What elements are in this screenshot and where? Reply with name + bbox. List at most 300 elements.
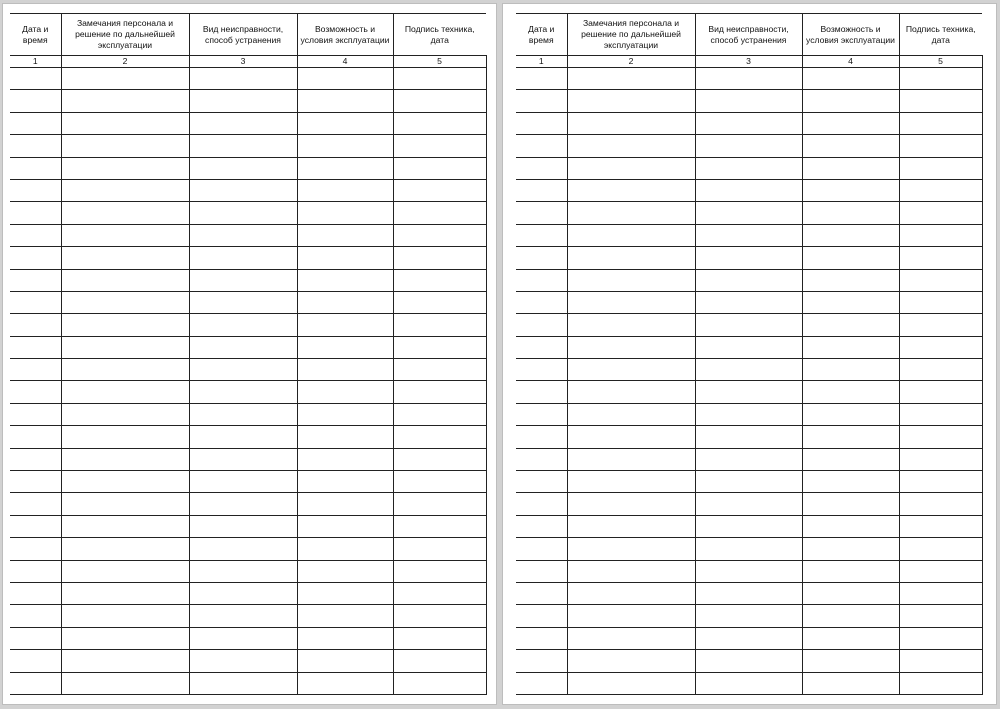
log-cell [516,314,567,336]
log-cell [567,224,695,246]
log-cell [695,224,802,246]
log-cell [393,247,486,269]
column-number: 3 [695,56,802,68]
log-cell [567,157,695,179]
log-cell [61,314,189,336]
header-staff-remarks: Замечания персонала и решение по дальнейшей эксплуатации [61,14,189,56]
log-cell [393,179,486,201]
log-cell [802,515,899,537]
log-cell [393,359,486,381]
table-row [10,426,486,448]
log-cell [567,471,695,493]
log-cell [516,582,567,604]
log-cell [10,471,61,493]
table-row [516,582,982,604]
log-cell [61,471,189,493]
log-cell [802,381,899,403]
column-number: 5 [393,56,486,68]
log-cell [802,179,899,201]
log-body [516,56,982,695]
log-cell [61,112,189,134]
table-row [516,627,982,649]
table-row [10,359,486,381]
log-cell [189,560,297,582]
log-cell [61,291,189,313]
log-cell [899,314,982,336]
column-number-row [516,56,982,68]
log-cell [695,672,802,694]
log-cell [802,650,899,672]
log-cell [567,515,695,537]
log-cell [297,247,393,269]
table-row [10,627,486,649]
header-staff-remarks: Замечания персонала и решение по дальнейшей эксплуатации [567,14,695,56]
log-cell [10,112,61,134]
log-cell [802,359,899,381]
table-row [10,68,486,90]
log-cell [802,672,899,694]
maintenance-log-table-left [10,13,487,695]
header-date-time: Дата и время [10,14,61,56]
log-cell [393,493,486,515]
log-cell [10,90,61,112]
log-cell [393,135,486,157]
log-cell [899,135,982,157]
log-cell [61,538,189,560]
table-row [516,202,982,224]
log-cell [695,448,802,470]
log-cell [10,269,61,291]
log-cell [297,650,393,672]
header-fault-type: Вид неисправности, способ устранения [189,14,297,56]
log-cell [695,403,802,425]
table-row [516,672,982,694]
log-cell [516,627,567,649]
log-cell [567,381,695,403]
header-operation-conditions: Возможность и условия эксплуатации [297,14,393,56]
log-cell [516,403,567,425]
log-cell [567,359,695,381]
log-cell [695,336,802,358]
log-cell [10,157,61,179]
log-cell [802,426,899,448]
log-cell [393,403,486,425]
log-cell [10,448,61,470]
log-cell [393,381,486,403]
table-row [516,538,982,560]
log-cell [899,582,982,604]
log-cell [802,269,899,291]
log-cell [61,560,189,582]
log-cell [899,605,982,627]
log-cell [297,291,393,313]
table-row [10,650,486,672]
log-cell [516,224,567,246]
log-cell [567,135,695,157]
log-cell [61,426,189,448]
log-cell [189,493,297,515]
log-cell [695,627,802,649]
column-number: 2 [61,56,189,68]
table-row [10,560,486,582]
table-row [516,247,982,269]
log-cell [189,605,297,627]
log-cell [393,471,486,493]
log-cell [189,224,297,246]
log-cell [297,560,393,582]
log-body [10,56,486,695]
maintenance-log-table-right [516,13,983,695]
log-cell [189,515,297,537]
log-cell [695,269,802,291]
log-cell [567,68,695,90]
log-cell [802,135,899,157]
log-cell [899,336,982,358]
table-row [516,650,982,672]
log-cell [297,179,393,201]
log-cell [61,179,189,201]
log-cell [802,582,899,604]
log-cell [802,247,899,269]
log-cell [695,381,802,403]
log-cell [393,605,486,627]
table-row [10,515,486,537]
header-row [516,14,982,56]
log-cell [695,112,802,134]
table-row [10,135,486,157]
log-cell [297,381,393,403]
table-row [10,471,486,493]
log-cell [61,605,189,627]
log-cell [10,135,61,157]
log-cell [189,672,297,694]
log-cell [10,605,61,627]
log-cell [516,135,567,157]
log-cell [10,381,61,403]
log-cell [802,112,899,134]
log-cell [899,448,982,470]
log-cell [516,291,567,313]
log-cell [516,90,567,112]
table-row [516,605,982,627]
column-number: 1 [516,56,567,68]
log-cell [297,582,393,604]
table-row [10,179,486,201]
log-cell [516,426,567,448]
log-cell [189,381,297,403]
log-cell [695,135,802,157]
table-row [516,381,982,403]
log-cell [567,560,695,582]
log-cell [189,269,297,291]
log-cell [695,202,802,224]
table-row [516,426,982,448]
log-cell [695,515,802,537]
log-cell [393,448,486,470]
log-cell [393,68,486,90]
log-cell [297,314,393,336]
log-cell [899,403,982,425]
log-cell [10,493,61,515]
table-row [10,269,486,291]
log-cell [189,359,297,381]
table-row [10,403,486,425]
table-row [516,359,982,381]
log-cell [10,202,61,224]
log-cell [567,493,695,515]
log-cell [61,650,189,672]
log-cell [567,650,695,672]
log-cell [10,515,61,537]
log-cell [393,314,486,336]
log-cell [802,605,899,627]
log-cell [10,426,61,448]
header-date-time: Дата и время [516,14,567,56]
log-cell [393,157,486,179]
log-cell [899,202,982,224]
log-cell [567,672,695,694]
log-cell [61,157,189,179]
log-cell [297,202,393,224]
log-cell [516,269,567,291]
log-cell [899,157,982,179]
log-cell [567,112,695,134]
log-cell [899,471,982,493]
table-row [516,224,982,246]
log-cell [189,135,297,157]
table-row [516,135,982,157]
log-cell [10,359,61,381]
column-number: 4 [802,56,899,68]
log-cell [189,112,297,134]
log-cell [10,336,61,358]
log-cell [61,224,189,246]
log-cell [393,538,486,560]
header-row [10,14,486,56]
log-cell [695,314,802,336]
column-number: 5 [899,56,982,68]
log-cell [297,269,393,291]
log-cell [297,471,393,493]
column-number: 1 [10,56,61,68]
log-cell [393,224,486,246]
log-cell [393,426,486,448]
log-cell [189,582,297,604]
table-row [10,605,486,627]
table-row [10,582,486,604]
log-cell [297,403,393,425]
log-cell [189,538,297,560]
log-cell [61,381,189,403]
log-cell [567,336,695,358]
log-cell [516,672,567,694]
table-row [10,202,486,224]
log-cell [189,314,297,336]
log-cell [10,68,61,90]
log-cell [297,493,393,515]
log-cell [516,538,567,560]
header-operation-conditions: Возможность и условия эксплуатации [802,14,899,56]
log-cell [516,560,567,582]
log-cell [189,627,297,649]
log-cell [61,269,189,291]
log-cell [189,179,297,201]
log-cell [802,538,899,560]
log-cell [695,650,802,672]
table-row [10,224,486,246]
log-cell [393,90,486,112]
log-cell [802,224,899,246]
table-row [10,672,486,694]
log-cell [393,582,486,604]
log-cell [189,448,297,470]
log-cell [695,493,802,515]
log-cell [516,605,567,627]
log-cell [567,582,695,604]
log-cell [10,538,61,560]
log-cell [567,90,695,112]
log-cell [899,291,982,313]
log-cell [297,336,393,358]
table-row [10,157,486,179]
log-cell [899,672,982,694]
log-cell [899,493,982,515]
log-cell [899,179,982,201]
log-cell [393,515,486,537]
log-cell [802,202,899,224]
log-cell [516,112,567,134]
log-cell [10,179,61,201]
log-cell [695,538,802,560]
table-row [516,471,982,493]
table-row [516,112,982,134]
log-cell [567,247,695,269]
log-cell [10,560,61,582]
log-cell [695,179,802,201]
log-cell [567,403,695,425]
table-row [516,448,982,470]
log-cell [695,582,802,604]
table-row [10,314,486,336]
log-cell [10,627,61,649]
table-row [516,403,982,425]
log-cell [567,538,695,560]
log-cell [10,650,61,672]
log-cell [899,538,982,560]
log-cell [899,90,982,112]
log-cell [695,247,802,269]
log-cell [516,471,567,493]
log-cell [899,112,982,134]
table-row [10,538,486,560]
column-number: 3 [189,56,297,68]
log-cell [516,515,567,537]
log-cell [567,627,695,649]
log-cell [899,68,982,90]
log-cell [297,157,393,179]
log-cell [61,582,189,604]
log-cell [899,560,982,582]
log-cell [393,336,486,358]
log-cell [899,247,982,269]
log-cell [567,291,695,313]
log-cell [567,202,695,224]
log-cell [516,68,567,90]
log-cell [297,90,393,112]
table-row [516,560,982,582]
log-cell [899,224,982,246]
log-cell [802,493,899,515]
log-cell [297,448,393,470]
log-cell [393,627,486,649]
log-cell [516,650,567,672]
log-cell [61,336,189,358]
log-cell [802,157,899,179]
log-cell [189,471,297,493]
log-cell [899,381,982,403]
log-cell [695,68,802,90]
column-number: 2 [567,56,695,68]
log-cell [297,359,393,381]
log-cell [10,224,61,246]
log-cell [297,515,393,537]
log-cell [61,90,189,112]
log-cell [61,202,189,224]
log-cell [61,359,189,381]
log-cell [516,179,567,201]
log-cell [297,538,393,560]
log-cell [695,157,802,179]
log-cell [899,426,982,448]
log-cell [10,247,61,269]
log-cell [297,426,393,448]
log-cell [297,224,393,246]
log-cell [10,291,61,313]
log-cell [695,359,802,381]
table-row [10,448,486,470]
table-row [516,314,982,336]
log-cell [297,672,393,694]
log-cell [61,493,189,515]
log-cell [516,359,567,381]
log-cell [189,291,297,313]
log-cell [189,202,297,224]
table-row [516,336,982,358]
log-cell [189,157,297,179]
log-cell [802,68,899,90]
log-cell [61,515,189,537]
table-row [10,336,486,358]
log-cell [516,448,567,470]
log-cell [10,314,61,336]
log-cell [61,672,189,694]
log-cell [297,605,393,627]
log-cell [899,650,982,672]
log-cell [189,247,297,269]
log-cell [61,403,189,425]
log-cell [61,627,189,649]
log-cell [899,515,982,537]
log-cell [61,68,189,90]
log-cell [802,336,899,358]
log-cell [516,381,567,403]
log-cell [61,448,189,470]
log-cell [695,471,802,493]
header-technician-signature: Подпись техника, дата [393,14,486,56]
table-row [10,493,486,515]
log-cell [695,426,802,448]
log-cell [61,247,189,269]
